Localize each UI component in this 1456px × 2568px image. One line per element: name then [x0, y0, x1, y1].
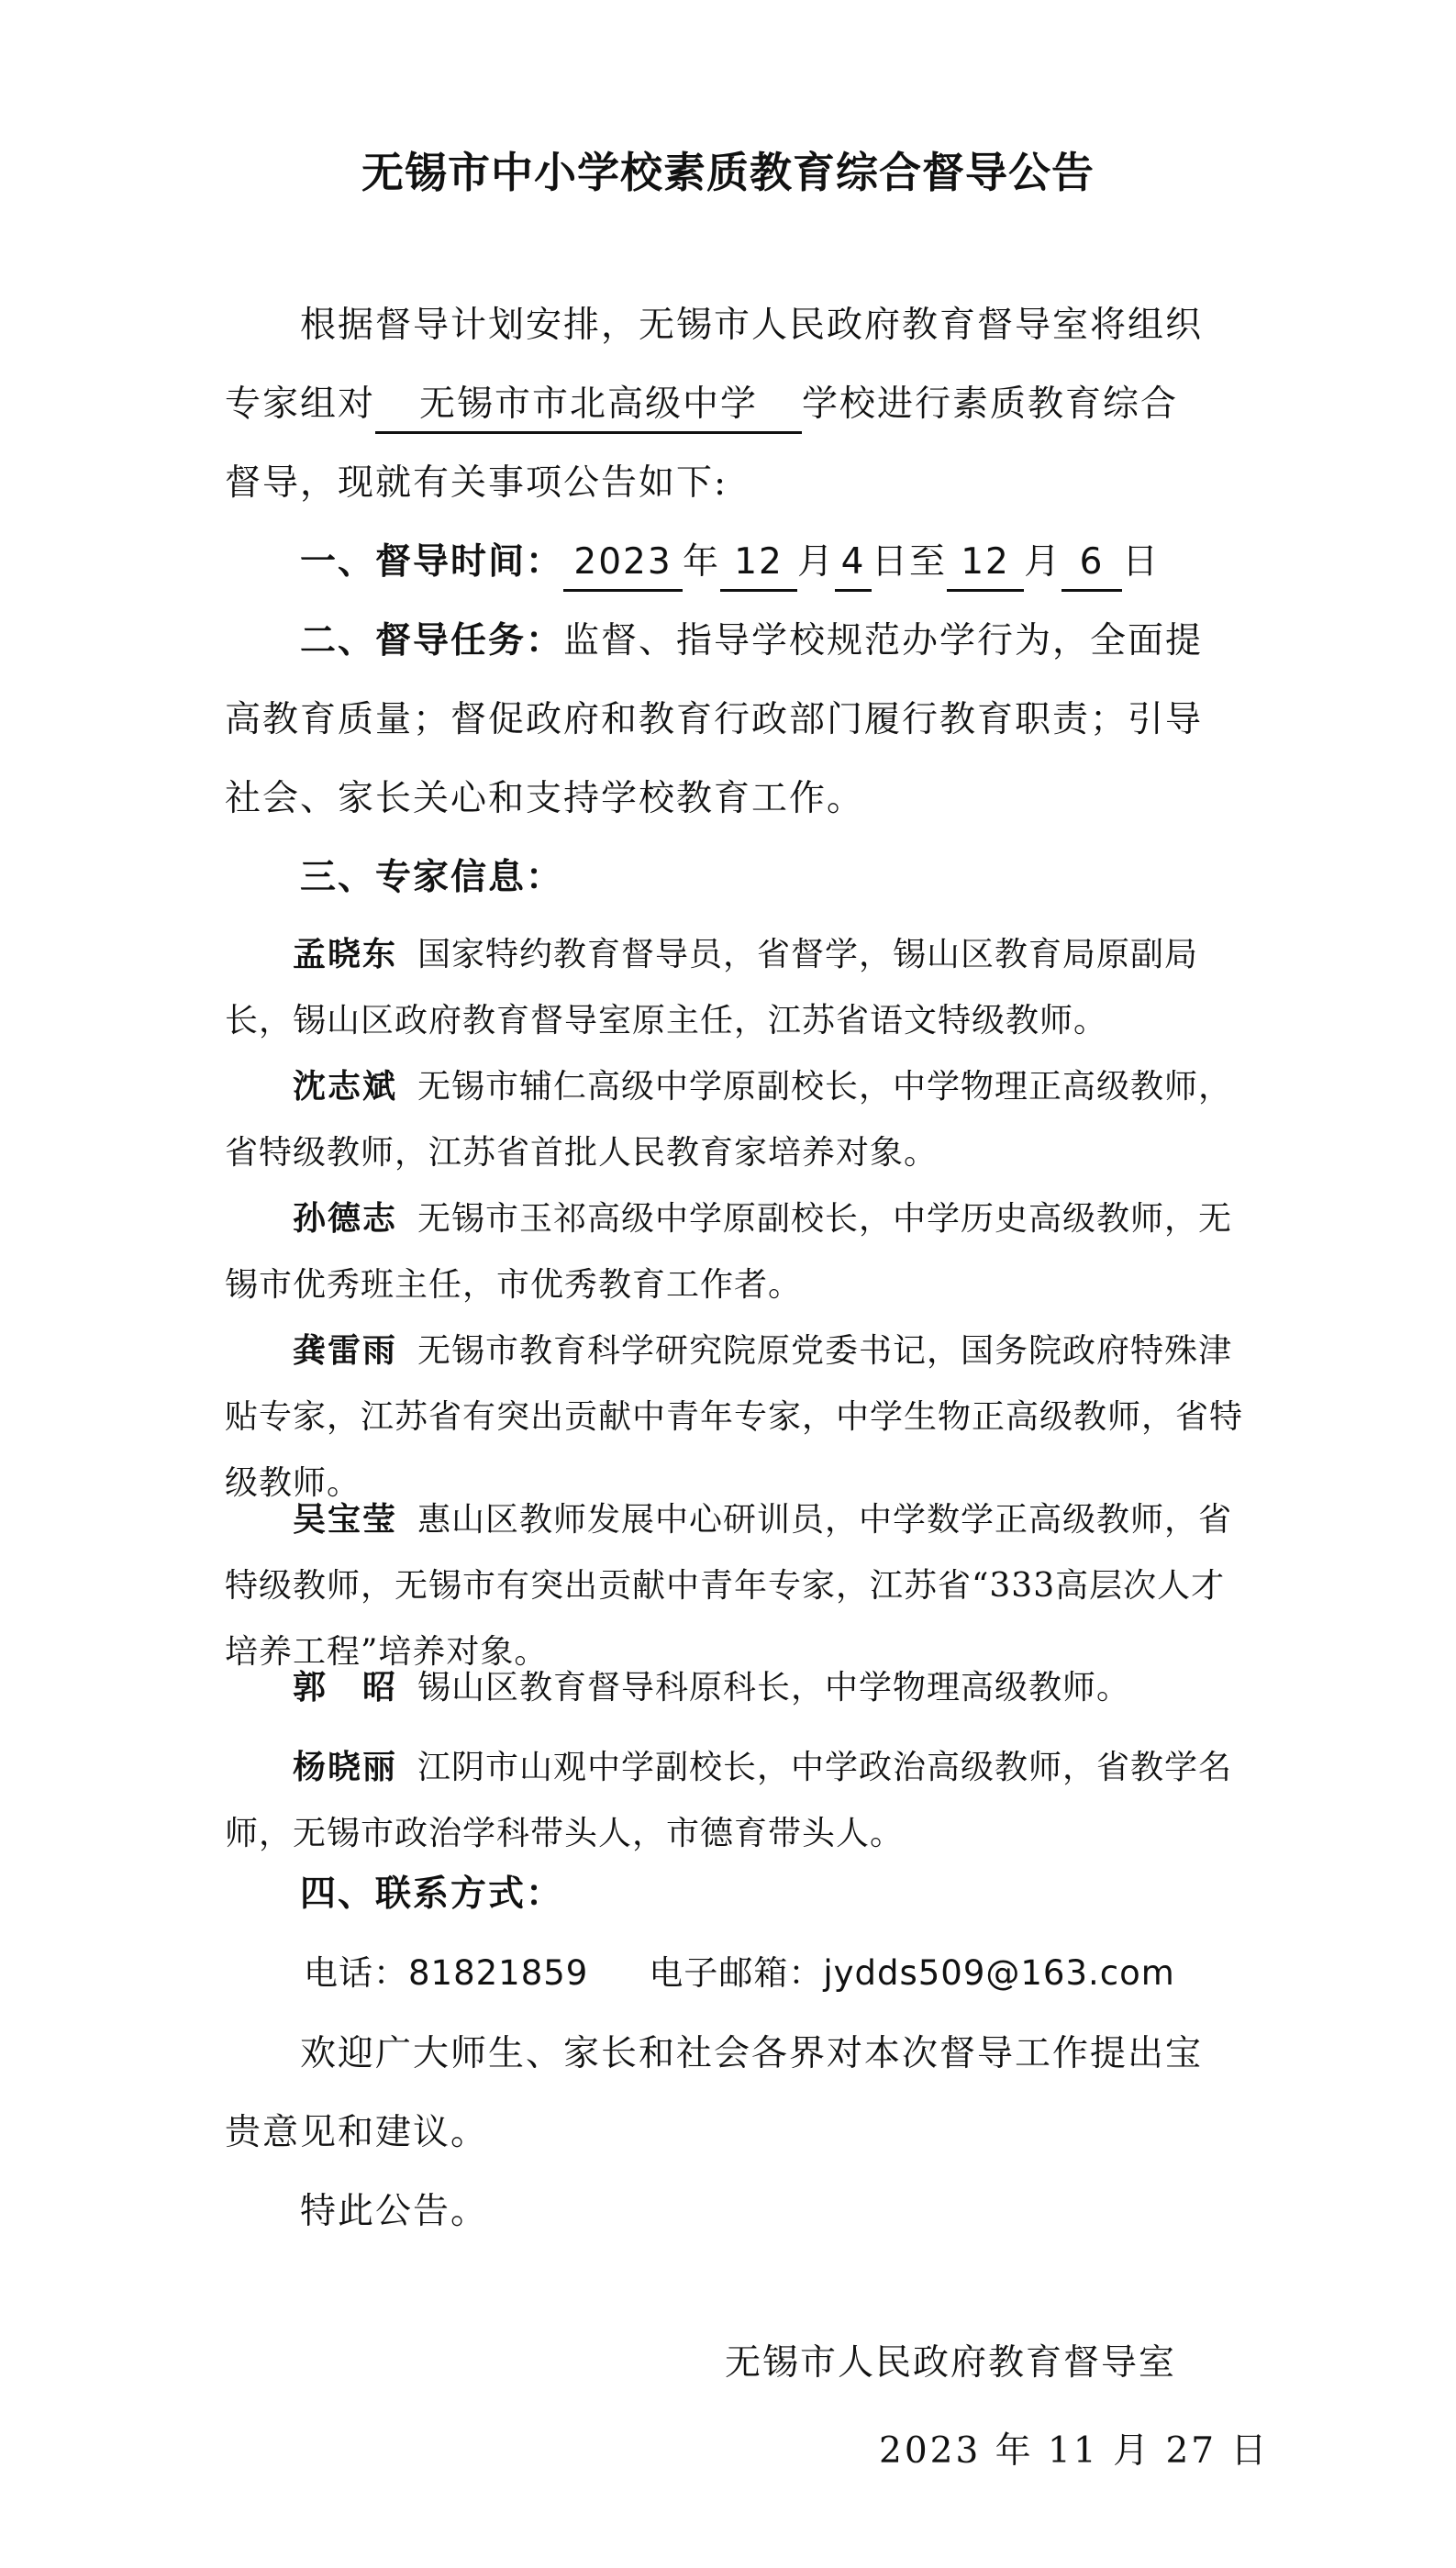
document-title: 无锡市中小学校素质教育综合督导公告	[361, 148, 1095, 197]
contact-line	[225, 1947, 1322, 2000]
intro-line-3: 督导，现就有关事项公告如下:	[225, 462, 728, 504]
end-day: 6	[1061, 536, 1122, 592]
year-char: 年	[683, 541, 721, 583]
start-month: 12	[720, 536, 797, 592]
expert-entry	[225, 921, 1243, 1054]
intro-line-2-pre: 专家组对	[225, 384, 376, 425]
intro-line-2-post: 学校进行素质教育综合	[802, 384, 1179, 425]
expert-name: 孟晓东	[293, 935, 398, 973]
expert-desc: 锡山区教育督导科原科长，中学物理高级教师。	[417, 1669, 1131, 1706]
expert-entry	[225, 1053, 1243, 1186]
expert-desc: 无锡市玉祁高级中学原副校长，中学历史高级教师，无锡市优秀班主任，市优秀教育工作者。	[225, 1200, 1233, 1304]
task-line-1	[225, 615, 1318, 668]
contact-heading	[225, 1868, 1318, 1921]
closing-line-2: 贵意见和建议。	[225, 2112, 489, 2153]
expert-name: 吴宝莹	[293, 1500, 398, 1539]
contact-heading-text: 四、联系方式：	[300, 1873, 564, 1915]
time-heading: 一、督导时间：	[300, 541, 564, 583]
experts-heading-text: 三、专家信息：	[300, 857, 564, 898]
intro-line-1: 根据督导计划安排，无锡市人民政府教育督导室将组织	[300, 305, 1204, 346]
day-char: 日	[1122, 541, 1161, 583]
phone-label: 电话：	[304, 1953, 408, 1993]
expert-name: 杨晓丽	[293, 1748, 398, 1786]
email-address: jydds509@163.com	[823, 1953, 1175, 1993]
day-to: 日至	[872, 541, 948, 583]
experts-heading	[225, 851, 1318, 905]
expert-desc: 无锡市辅仁高级中学原副校长，中学物理正高级教师，省特级教师，江苏省首批人民教育家培养对象。	[225, 1068, 1233, 1172]
phone-number: 81821859	[408, 1953, 589, 1993]
task-heading: 二、督导任务：	[300, 620, 564, 661]
month-char: 月	[797, 541, 836, 583]
signature-date: 2023 年 11 月 27 日	[879, 2430, 1270, 2472]
expert-desc: 江阴市山观中学副校长，中学政治高级教师，省教学名师，无锡市政治学科带头人，市德育带头人。	[225, 1749, 1233, 1852]
start-year: 2023	[563, 536, 683, 592]
start-day: 4	[835, 536, 872, 592]
expert-name: 孙德志	[293, 1199, 398, 1238]
end-month-char: 月	[1024, 541, 1062, 583]
time-line	[225, 536, 1318, 592]
end-month: 12	[947, 536, 1024, 592]
expert-name: 郭 昭	[293, 1668, 398, 1706]
intro-line-2	[225, 378, 1243, 434]
expert-desc: 惠山区教师发展中心研训员，中学数学正高级教师，省特级教师，无锡市有突出贡献中青年专家，江苏省“333高层次人才培养工程”培养对象。	[225, 1501, 1233, 1671]
expert-entry	[225, 1654, 1243, 1721]
task-line-2: 高教育质量；督促政府和教育行政部门履行教育职责；引导	[225, 699, 1204, 740]
expert-entry	[225, 1185, 1243, 1318]
closing-line-1: 欢迎广大师生、家长和社会各界对本次督导工作提出宝	[300, 2033, 1204, 2074]
task-text-1: 监督、指导学校规范办学行为，全面提	[563, 620, 1204, 661]
expert-desc: 无锡市教育科学研究院原党委书记，国务院政府特殊津贴专家，江苏省有突出贡献中青年专家，中学生物正高级教师，省特级教师。	[225, 1332, 1244, 1502]
expert-entry	[225, 1734, 1243, 1867]
expert-desc: 国家特约教育督导员，省督学，锡山区教育局原副局长，锡山区政府教育督导室原主任，江苏省语文特级教师。	[225, 936, 1199, 1039]
expert-name: 沈志斌	[293, 1067, 398, 1106]
task-line-3: 社会、家长关心和支持学校教育工作。	[225, 778, 865, 819]
school-name: 无锡市市北高级中学	[375, 378, 802, 434]
email-label: 电子邮箱：	[649, 1953, 824, 1993]
signature-org: 无锡市人民政府教育督导室	[725, 2342, 1177, 2384]
closing-line-3: 特此公告。	[300, 2191, 489, 2232]
expert-name: 龚雷雨	[293, 1331, 398, 1370]
